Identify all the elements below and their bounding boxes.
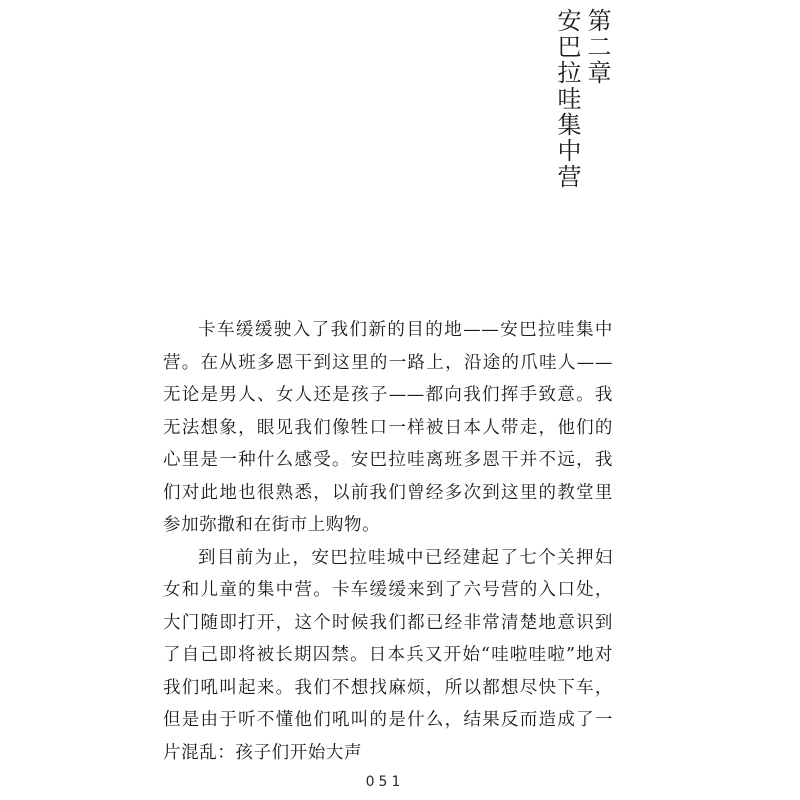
page-number: 051 xyxy=(365,774,405,790)
paragraph: 卡车缓缓驶入了我们新的目的地——安巴拉哇集中营。在从班多恩干到这里的一路上，沿途的爪哇人——无论是男人、女人还是孩子——都向我们挥手致意。我无法想象，眼见我们像牲口一样被日本人带走，他们的心里是一种什么感受。安巴拉哇离班多恩干并不远，我们对此地也很熟悉，以前我们曾经多次到这里的教堂里参加弥撒和在街市上购物。 xyxy=(163,320,613,535)
body-text xyxy=(163,314,613,769)
paragraph: 到目前为止，安巴拉哇城中已经建起了七个关押妇女和儿童的集中营。卡车缓缓来到了六号营的入口处，大门随即打开，这个时候我们都已经非常清楚地意识到了自己即将被长期囚禁。日本兵又开始“哇啦哇啦”地对我们吼叫起来。我们不想找麻烦，所以都想尽快下车，但是由于听不懂他们吼叫的是什么，结果反而造成了一片混乱：孩子们开始大声 xyxy=(163,547,613,763)
chapter-heading xyxy=(552,8,612,190)
chapter-title: 安巴拉哇集中营 xyxy=(553,8,581,190)
chapter-number: 第二章 xyxy=(583,8,611,86)
